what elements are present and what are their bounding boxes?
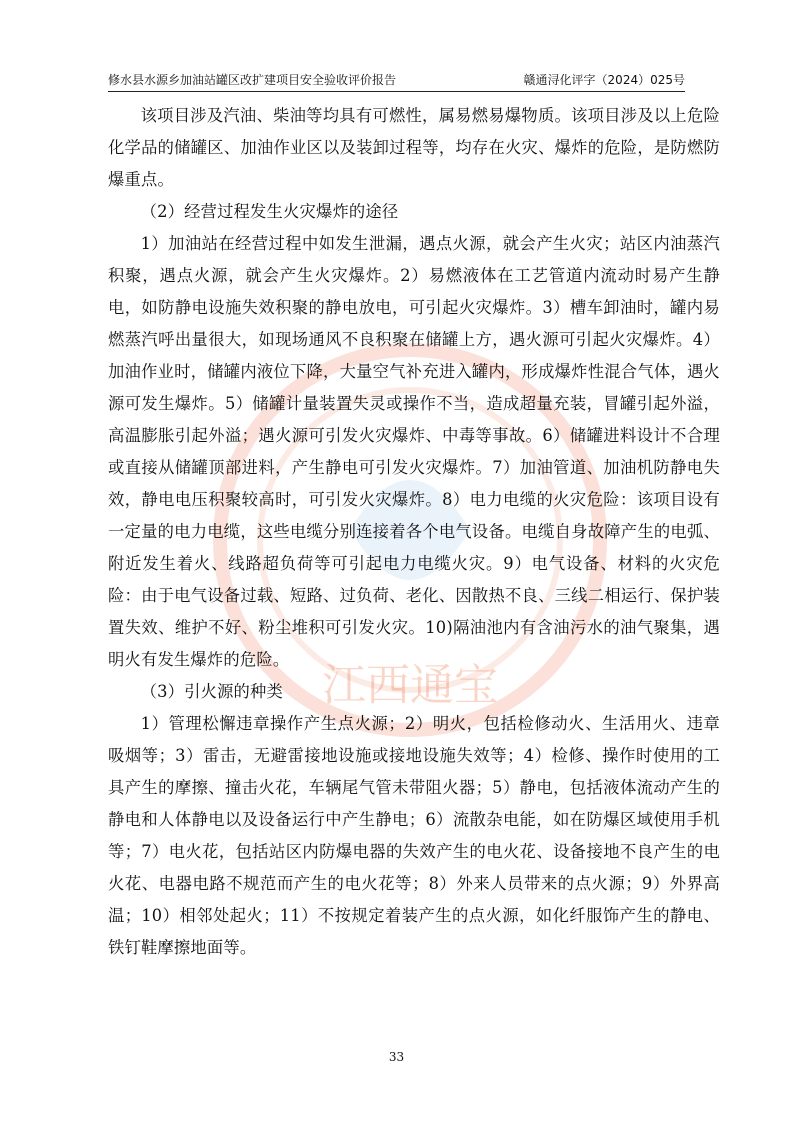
section-heading-3: （3）引火源的种类	[140, 682, 284, 701]
page-number: 33	[388, 1050, 405, 1064]
paragraph-fire-explosion-paths: 1）加油站在经营过程中如发生泄漏，遇点火源，就会产生火灾；站区内油蒸汽积聚，遇点火源，就会产生火灾爆炸。2）易燃液体在工艺管道内流动时易产生静电，如防静电设施失效积聚的静电放电，可引起火灾爆炸。3）槽车卸油时，罐内易燃蒸汽呼出量很大，如现场通风不良积聚在储罐上方，遇火源可引起火灾爆炸。4）加油作业时，储罐内液位下降，大量空气补充进入罐内，形成爆炸性混合气体，遇火源可发生爆炸。5）储罐计量装置失灵或操作不当，造成超量充装，冒罐引起外溢，高温膨胀引起外溢；遇火源可引发火灾爆炸、中毒等事故。6）储罐进料设计不合理或直接从储罐顶部进料，产生静电可引发火灾爆炸。7）加油管道、加油机防静电失效，静电电压积聚较高时，可引发火灾爆炸。8）电力电缆的火灾危险：该项目设有一定量的电力电缆，这些电缆分别连接着各个电气设备。电缆自身故障产生的电弧、附近发生着火、线路超负荷等可引起电力电缆火灾。9）电气设备、材料的火灾危险：由于电气设备过载、短路、过负荷、老化、因散热不良、三线二相运行、保护装置失效、维护不好、粉尘堆积可引发火灾。10)隔油池内有含油污水的油气聚集，遇明火有发生爆炸的危险。	[108, 234, 720, 669]
watermark-text: 江西通宝	[322, 660, 498, 711]
document-body	[108, 100, 720, 964]
report-title: 修水县水源乡加油站罐区改扩建项目安全验收评价报告	[108, 73, 397, 87]
section-heading-2: （2）经营过程发生火灾爆炸的途径	[140, 202, 399, 221]
paragraph-ignition-sources: 1）管理松懈违章操作产生点火源；2）明火，包括检修动火、生活用火、违章吸烟等；3）雷击，无避雷接地设施或接地设施失效等；4）检修、操作时使用的工具产生的摩擦、撞击火花，车辆尾气管未带阻火器；5）静电，包括液体流动产生的静电和人体静电以及设备运行中产生静电；6）流散杂电能，如在防爆区域使用手机等；7）电火花，包括站区内防爆电器的失效产生的电火花、设备接地不良产生的电火花、电器电路不规范而产生的电火花等；8）外来人员带来的点火源；9）外界高温；10）相邻处起火；11）不按规定着装产生的点火源，如化纤服饰产生的静电、铁钉鞋摩擦地面等。	[108, 714, 720, 957]
paragraph-intro: 该项目涉及汽油、柴油等均具有可燃性，属易燃易爆物质。该项目涉及以上危险化学品的储罐区、加油作业区以及装卸过程等，均存在火灾、爆炸的危险，是防燃防爆重点。	[108, 106, 720, 189]
page-header	[108, 66, 685, 92]
report-code: 赣通浔化评字（2024）025号	[523, 73, 685, 87]
